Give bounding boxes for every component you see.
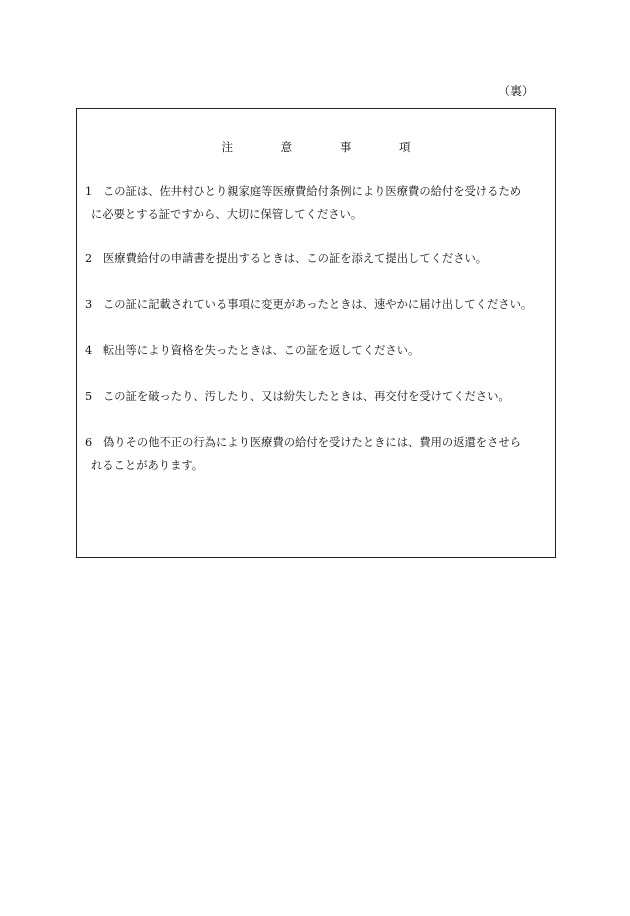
notice-item-number: 2	[85, 252, 93, 265]
notice-item-text	[103, 339, 549, 362]
notice-list	[85, 180, 549, 498]
notice-item-text	[103, 293, 549, 316]
notice-item-2	[85, 247, 549, 270]
notice-box	[76, 108, 556, 558]
notice-item-number: 1	[85, 185, 93, 198]
notice-item-line: 転出等により資格を失ったときは、この証を返してください。	[103, 344, 420, 357]
notice-item-1	[85, 180, 549, 226]
notice-title-char: 意	[280, 140, 293, 154]
notice-item-text	[91, 180, 549, 226]
notice-item-4	[85, 339, 549, 362]
notice-item-3	[85, 293, 549, 316]
notice-item-number: 5	[85, 390, 93, 403]
notice-item-number: 6	[85, 436, 93, 449]
notice-item-text	[103, 247, 549, 270]
notice-item-number: 3	[85, 298, 93, 311]
notice-item-text	[91, 431, 549, 477]
notice-item-text	[103, 385, 549, 408]
notice-item-line: れることがあります。	[91, 459, 204, 472]
notice-item-line: この証は、佐井村ひとり親家庭等医療費給付条例により医療費の給付を受けるため	[103, 185, 521, 198]
notice-title-char: 事	[339, 140, 352, 154]
notice-item-number: 4	[85, 344, 93, 357]
notice-item-line: 偽りその他不正の行為により医療費の給付を受けたときには、費用の返還をさせら	[103, 436, 521, 449]
notice-item-6	[85, 431, 549, 477]
notice-item-line: この証に記載されている事項に変更があったときは、速やかに届け出してください。	[103, 298, 533, 311]
notice-title-char: 項	[398, 140, 411, 154]
notice-title	[77, 139, 555, 155]
notice-title-char: 注	[221, 140, 234, 154]
notice-item-line: 医療費給付の申請書を提出するときは、この証を添えて提出してください。	[103, 252, 488, 265]
notice-item-line: この証を破ったり、汚したり、又は紛失したときは、再交付を受けてください。	[103, 390, 510, 403]
notice-item-5	[85, 385, 549, 408]
page-side-label: （裏）	[498, 84, 535, 98]
notice-item-line: に必要とする証ですから、大切に保管してください。	[91, 208, 363, 221]
